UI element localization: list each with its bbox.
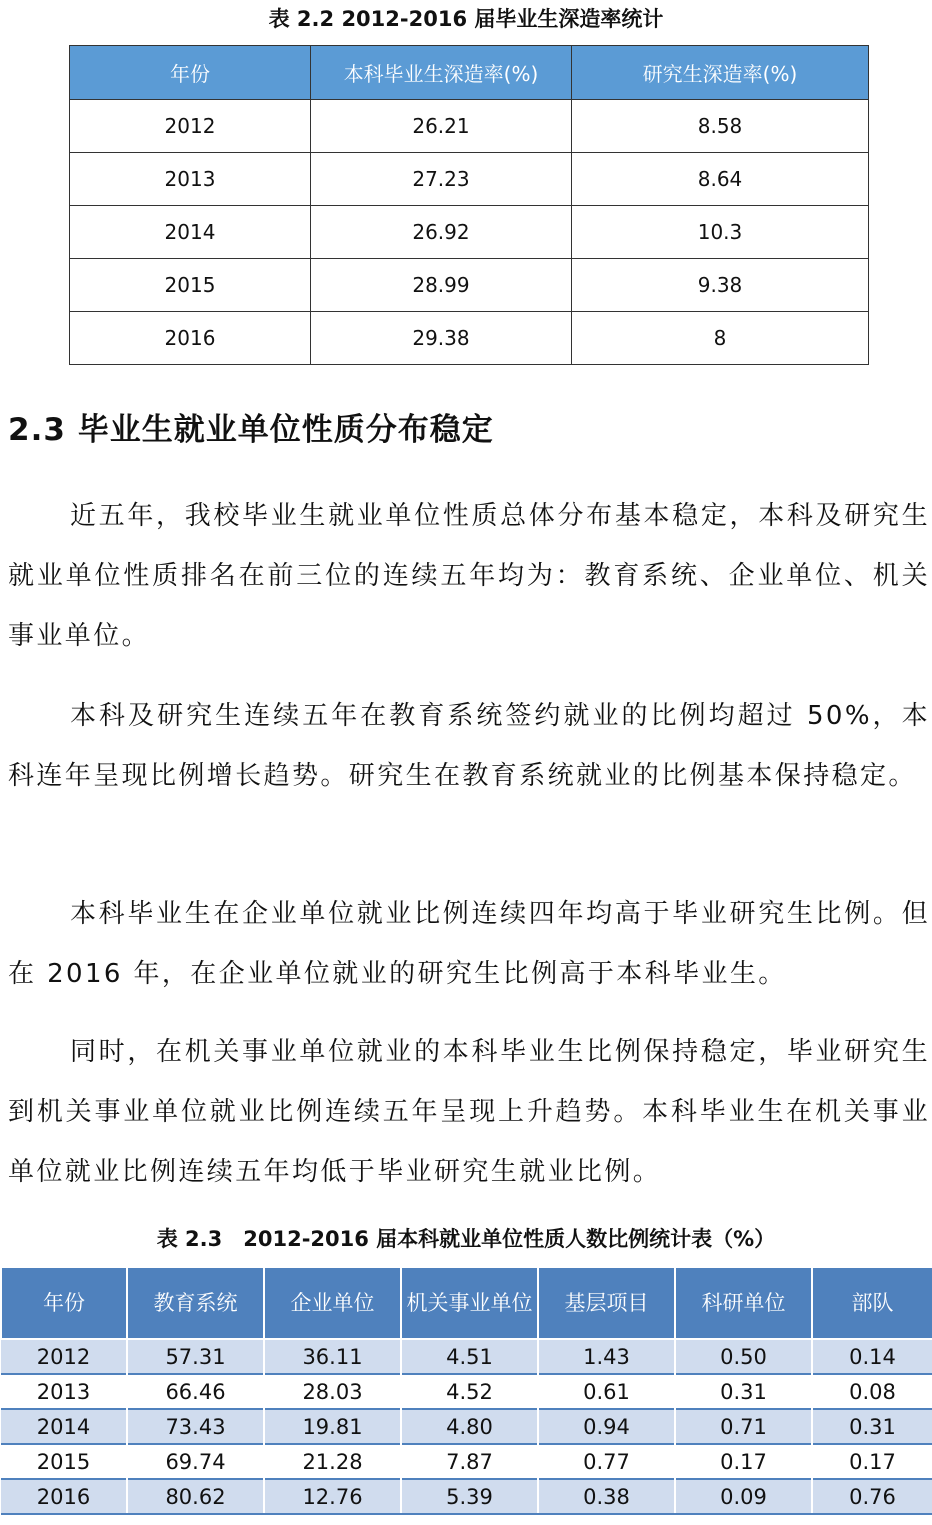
cell-education: 57.31 xyxy=(127,1339,264,1374)
cell-research: 0.71 xyxy=(675,1409,812,1444)
paragraph-1: 近五年，我校毕业生就业单位性质总体分布基本稳定，本科及研究生就业单位性质排名在前三位的连续五年均为：教育系统、企业单位、机关事业单位。 xyxy=(8,501,930,651)
cell-undergrad-rate: 29.38 xyxy=(311,312,572,365)
cell-grassroots: 0.38 xyxy=(538,1479,675,1514)
cell-year: 2016 xyxy=(1,1479,127,1514)
cell-military: 0.76 xyxy=(812,1479,932,1514)
table-row xyxy=(1,1374,932,1409)
cell-education: 69.74 xyxy=(127,1444,264,1479)
cell-military: 0.17 xyxy=(812,1444,932,1479)
header-cell-government: 机关事业单位 xyxy=(401,1267,538,1339)
cell-year: 2013 xyxy=(70,153,311,206)
cell-government: 4.80 xyxy=(401,1409,538,1444)
cell-year: 2014 xyxy=(70,206,311,259)
cell-grad-rate: 8.64 xyxy=(572,153,869,206)
cell-grad-rate: 8 xyxy=(572,312,869,365)
cell-year: 2015 xyxy=(70,259,311,312)
header-cell-research: 科研单位 xyxy=(675,1267,812,1339)
cell-enterprise: 28.03 xyxy=(264,1374,401,1409)
cell-education: 73.43 xyxy=(127,1409,264,1444)
cell-undergrad-rate: 26.21 xyxy=(311,100,572,153)
paragraph-3: 本科毕业生在企业单位就业比例连续四年均高于毕业研究生比例。但在 2016 年，在企业单位就业的研究生比例高于本科毕业生。 xyxy=(8,899,930,989)
cell-education: 80.62 xyxy=(127,1479,264,1514)
table-row xyxy=(70,259,869,312)
cell-undergrad-rate: 27.23 xyxy=(311,153,572,206)
cell-grassroots: 0.61 xyxy=(538,1374,675,1409)
cell-government: 4.51 xyxy=(401,1339,538,1374)
paragraph-4: 同时，在机关事业单位就业的本科毕业生比例保持稳定，毕业研究生到机关事业单位就业比例连续五年呈现上升趋势。本科毕业生在机关事业单位就业比例连续五年均低于毕业研究生就业比例。 xyxy=(8,1037,930,1187)
paragraph-2: 本科及研究生连续五年在教育系统签约就业的比例均超过 50%，本科连年呈现比例增长趋势。研究生在教育系统就业的比例基本保持稳定。 xyxy=(8,701,930,791)
table-row xyxy=(1,1479,932,1514)
cell-enterprise: 36.11 xyxy=(264,1339,401,1374)
header-cell-undergrad-rate: 本科毕业生深造率(%) xyxy=(311,46,572,100)
cell-military: 0.08 xyxy=(812,1374,932,1409)
header-cell-year: 年份 xyxy=(1,1267,127,1339)
header-cell-year: 年份 xyxy=(70,46,311,100)
table-header-row xyxy=(1,1267,932,1339)
table2-caption: 表 2.3 2012-2016 届本科就业单位性质人数比例统计表（%） xyxy=(156,1227,776,1251)
section-heading: 2.3 毕业生就业单位性质分布稳定 xyxy=(8,412,494,448)
table1-caption: 表 2.2 2012-2016 届毕业生深造率统计 xyxy=(268,7,664,31)
cell-grad-rate: 8.58 xyxy=(572,100,869,153)
cell-undergrad-rate: 26.92 xyxy=(311,206,572,259)
cell-education: 66.46 xyxy=(127,1374,264,1409)
cell-government: 4.52 xyxy=(401,1374,538,1409)
cell-enterprise: 19.81 xyxy=(264,1409,401,1444)
table-row xyxy=(1,1339,932,1374)
header-cell-enterprise: 企业单位 xyxy=(264,1267,401,1339)
table-row xyxy=(70,100,869,153)
table-row xyxy=(70,312,869,365)
table-header-row xyxy=(70,46,869,100)
table-row xyxy=(1,1444,932,1479)
cell-research: 0.31 xyxy=(675,1374,812,1409)
cell-enterprise: 12.76 xyxy=(264,1479,401,1514)
header-cell-grad-rate: 研究生深造率(%) xyxy=(572,46,869,100)
employer-type-table xyxy=(0,1266,932,1515)
cell-research: 0.09 xyxy=(675,1479,812,1514)
cell-year: 2012 xyxy=(1,1339,127,1374)
cell-research: 0.17 xyxy=(675,1444,812,1479)
table-row xyxy=(70,206,869,259)
cell-year: 2014 xyxy=(1,1409,127,1444)
cell-year: 2013 xyxy=(1,1374,127,1409)
cell-grad-rate: 10.3 xyxy=(572,206,869,259)
cell-research: 0.50 xyxy=(675,1339,812,1374)
cell-year: 2015 xyxy=(1,1444,127,1479)
cell-grad-rate: 9.38 xyxy=(572,259,869,312)
cell-grassroots: 0.77 xyxy=(538,1444,675,1479)
cell-year: 2016 xyxy=(70,312,311,365)
header-cell-grassroots: 基层项目 xyxy=(538,1267,675,1339)
cell-grassroots: 0.94 xyxy=(538,1409,675,1444)
table-row xyxy=(1,1409,932,1444)
deepening-rate-table xyxy=(69,45,869,365)
header-cell-military: 部队 xyxy=(812,1267,932,1339)
header-cell-education: 教育系统 xyxy=(127,1267,264,1339)
cell-military: 0.31 xyxy=(812,1409,932,1444)
cell-enterprise: 21.28 xyxy=(264,1444,401,1479)
cell-military: 0.14 xyxy=(812,1339,932,1374)
cell-year: 2012 xyxy=(70,100,311,153)
cell-government: 5.39 xyxy=(401,1479,538,1514)
table-row xyxy=(70,153,869,206)
cell-undergrad-rate: 28.99 xyxy=(311,259,572,312)
cell-grassroots: 1.43 xyxy=(538,1339,675,1374)
cell-government: 7.87 xyxy=(401,1444,538,1479)
